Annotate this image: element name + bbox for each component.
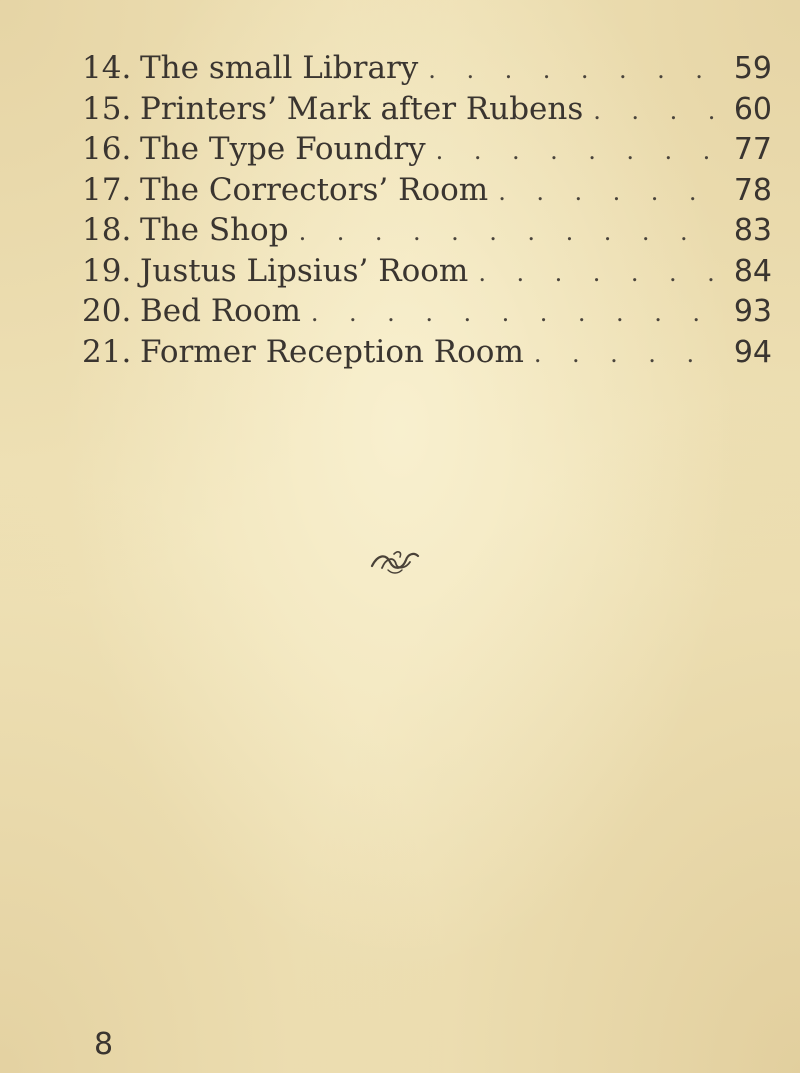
toc-entry-title: Bed Room — [140, 293, 301, 329]
toc-entry-title: The Correctors’ Room — [140, 171, 489, 208]
toc-entry-title: The Shop — [140, 212, 289, 248]
toc-entry-title: Justus Lipsius’ Room — [140, 252, 469, 289]
toc-entry-title: The small Library — [140, 50, 419, 86]
toc-entry-number: 16. — [82, 131, 132, 167]
toc-entry — [82, 170, 772, 211]
toc-entry — [82, 48, 772, 89]
dot-leader — [593, 91, 714, 132]
toc-entry-page: 83 — [733, 213, 772, 248]
toc-entry-number: 18. — [82, 212, 132, 248]
toc-entry-page: 78 — [733, 172, 772, 208]
page-number: 8 — [94, 1027, 114, 1062]
toc-entry-page: 84 — [733, 253, 772, 289]
dot-leader — [299, 212, 714, 253]
toc-entry-title: The Type Foundry — [140, 131, 426, 167]
toc-entry — [82, 332, 772, 373]
dot-leader — [534, 334, 714, 375]
toc-entry — [82, 251, 772, 292]
toc-entry-number: 17. — [82, 171, 132, 208]
toc-entry — [82, 291, 772, 332]
toc-entry-number: 19. — [82, 252, 132, 289]
toc-entry-number: 15. — [82, 90, 132, 127]
toc-entry-number: 21. — [82, 333, 132, 370]
toc-entry — [82, 129, 772, 170]
toc-entry-page: 60 — [733, 91, 772, 127]
table-of-contents — [82, 48, 772, 372]
toc-entry-number: 20. — [82, 293, 132, 329]
toc-entry-page: 93 — [733, 294, 772, 329]
dot-leader — [436, 131, 714, 172]
dot-leader — [498, 172, 714, 213]
dot-leader — [428, 50, 714, 91]
toc-entry-title: Printers’ Mark after Rubens — [140, 90, 584, 127]
toc-entry — [82, 210, 772, 251]
toc-entry-page: 77 — [733, 132, 772, 167]
printers-flourish-icon — [368, 548, 424, 576]
dot-leader — [311, 293, 714, 334]
toc-entry — [82, 89, 772, 130]
toc-entry-page: 94 — [733, 334, 772, 370]
toc-entry-page: 59 — [733, 51, 772, 86]
toc-entry-number: 14. — [82, 50, 132, 86]
dot-leader — [478, 253, 714, 294]
toc-entry-title: Former Reception Room — [140, 333, 524, 370]
